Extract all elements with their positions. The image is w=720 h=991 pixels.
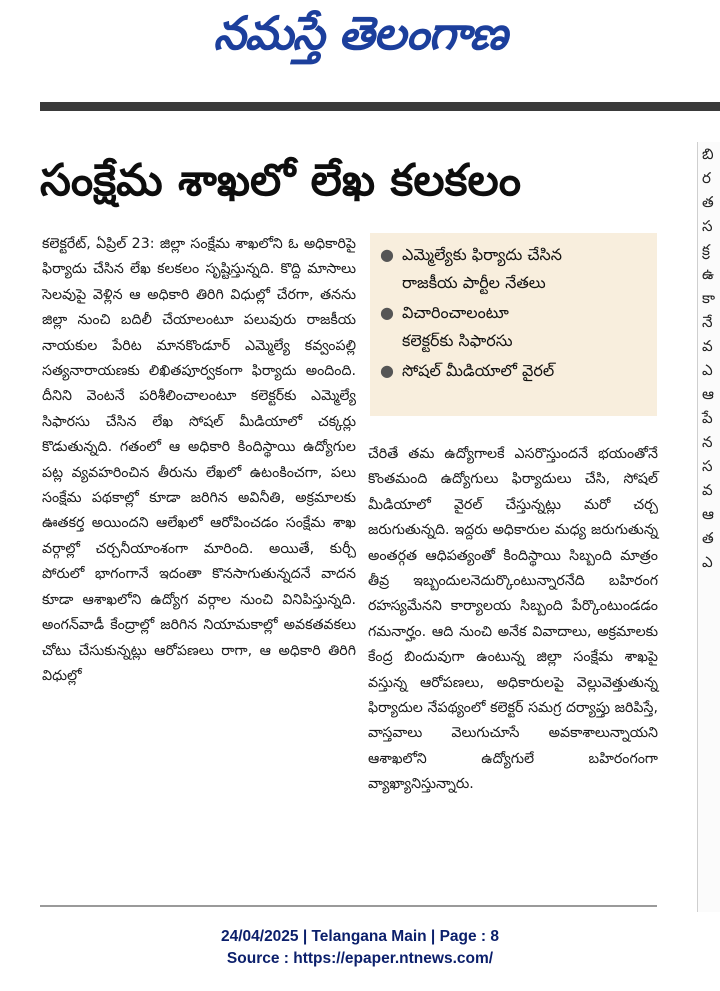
adjacent-article-text: ర [702,169,711,187]
bullet-icon: ● [380,361,394,380]
highlights-box [370,233,657,416]
highlight-line: రాజకీయ పార్టీల నేతలు [402,273,546,292]
adjacent-article-text: న [702,433,713,451]
highlight-line: సోషల్‌ మీడియాలో వైరల్‌ [402,361,555,380]
adjacent-article-text: ఎ [702,553,713,571]
adjacent-article-strip [697,142,720,912]
adjacent-article-text: నే [702,313,713,331]
adjacent-article-text: త [702,529,714,547]
highlight-line: విచారించాలంటూ [402,303,509,322]
masthead-divider [40,102,720,111]
highlight-line: కలెక్టర్‌కు సిఫారసు [402,331,513,350]
adjacent-article-text: ఆ [702,505,714,523]
adjacent-article-text: స [702,457,713,475]
adjacent-article-text: బి [702,145,714,163]
adjacent-article-text: ఆ [702,385,714,403]
adjacent-article-text: వ [702,337,713,355]
adjacent-article-text: పే [702,409,713,427]
highlight-item [380,357,651,385]
adjacent-article-text: త [702,193,714,211]
adjacent-article-text: వ [702,481,713,499]
article-paragraph: కలెక్టరేట్‌, ఏప్రిల్‌ 23: జిల్లా సంక్షేమ శాఖలోని ఓ అధికారిపై ఫిర్యాదు చేసిన లేఖ కలకలం సృష్టిస్తున్నది. కొద్ది మాసాలు సెలవుపై వెళ్లిన ఆ అధికారి తిరిగి విధుల్లో చేరగా, తనను జిల్లా నుంచి బదిలీ చేయాలంటూ పలువురు రాజకీయ నాయకుల పేరిట మానకొండూర్‌ ఎమ్మెల్యే కవ్వంపల్లి సత్యనారాయణకు లిఖితపూర్వకంగా ఫిర్యాదు అందింది. దీనిని వెంటనే పరిశీలించాలంటూ కలెక్టర్‌కు ఎమ్మెల్యే సిఫారసు చేసిన లేఖ సోషల్‌ మీడియాలో చక్కర్లు కొడుతున్నది. గతంలో ఆ అధికారి కిందిస్థాయి ఉద్యోగుల పట్ల వ్యవహరించిన తీరును లేఖలో ఉటంకించగా, పలు సంక్షేమ పథకాల్లో కూడా జరిగిన అవినీతి, అక్రమాలకు ఊతకర్త అయిందని ఆలేఖలో ఆరోపించడం సంక్షేమ శాఖ వర్గాల్లో చర్చనీయాంశంగా మారింది. అయితే, కుర్చీ పోరులో భాగంగానే ఇదంతా కొనసాగుతున్నదనే వాదన కూడా ఆశాఖలోని ఉద్యోగ వర్గాల నుంచి వినిపిస్తున్నది. అంగన్‌వాడీ కేంద్రాల్లో జరిగిన నియామకాల్లో అవకతవకలు చోటు చేసుకున్నట్లు ఆరోపణలు రాగా, ఆ అధికారి తిరిగి విధుల్లో [42,236,356,684]
highlight-item [380,299,651,355]
adjacent-article-text: క్ర [702,241,710,259]
bullet-icon: ● [380,303,394,322]
footer-divider [40,905,657,907]
bullet-icon: ● [380,245,394,264]
newspaper-masthead: నమస్తే తెలంగాణ [213,6,507,60]
adjacent-article-text: కా [702,289,716,307]
edition-info: 24/04/2025 | Telangana Main | Page : 8 [220,928,500,945]
article-body-right-column [368,442,658,798]
article-paragraph: చేరితే తమ ఉద్యోగాలకే ఎసరొస్తుందనే భయంతోనే కొంతమంది ఉద్యోగులు ఫిర్యాదులు చేసి, సోషల్‌ మీడియాలో వైరల్‌ చేస్తున్నట్లు మరో చర్చ జరుగుతున్నది. ఇద్దరు అధికారుల మధ్య జరుగుతున్న అంతర్గత ఆధిపత్యంతో కిందిస్థాయి సిబ్బంది మాత్రం తీవ్ర ఇబ్బందులనెదుర్కొంటున్నారనేది బహిరంగ రహస్యమేనని కార్యాలయ సిబ్బంది పేర్కొంటుండడం గమనార్హం. ఆది నుంచి అనేక వివాదాలు, అక్రమాలకు కేంద్ర బిందువుగా ఉంటున్న జిల్లా సంక్షేమ శాఖపై వస్తున్న ఆరోపణలు, అధికారులపై వెల్లువెత్తుతున్న ఫిర్యాదుల నేపథ్యంలో కలెక్టర్‌ సమగ్ర దర్యాప్తు జరిపిస్తే, వాస్తవాలు వెలుగుచూసే అవకాశాలున్నాయని ఆశాఖలోని ఉద్యోగులే బహిరంగంగా వ్యాఖ్యానిస్తున్నారు. [368,446,658,793]
page-footer [0,926,720,970]
highlight-line: ఎమ్మెల్యేకు ఫిర్యాదు చేసిన [402,245,562,264]
article-body-left-column [42,232,356,689]
highlight-item [380,241,651,297]
adjacent-article-text: ఉ [702,265,714,283]
adjacent-article-text: స [702,217,713,235]
article-headline: సంక్షేమ శాఖలో లేఖ కలకలం [40,155,522,206]
source-link[interactable]: Source : https://epaper.ntnews.com/ [226,950,494,967]
adjacent-article-text: ఎ [702,361,713,379]
